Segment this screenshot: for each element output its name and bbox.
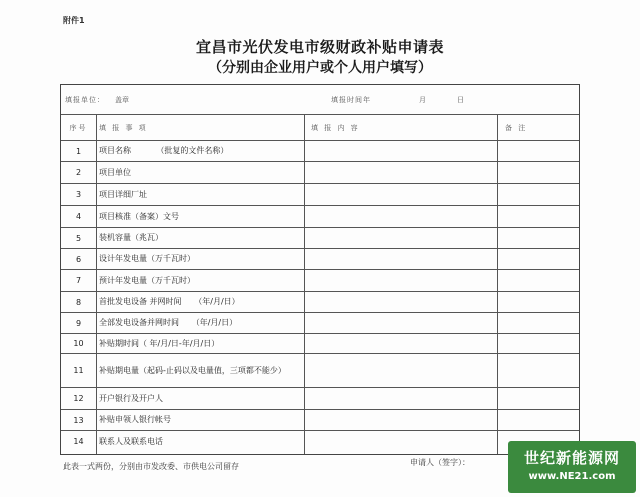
row-item-text: 设计年发电量（万千瓦时） xyxy=(99,254,195,263)
table-row xyxy=(61,228,579,249)
row-item-label xyxy=(99,410,304,430)
row-seq: 5 xyxy=(75,233,82,243)
row-seq: 13 xyxy=(73,415,84,425)
row-content-field[interactable] xyxy=(307,249,497,269)
row-remark-field[interactable] xyxy=(501,388,579,409)
table-row xyxy=(61,313,579,334)
table-row xyxy=(61,292,579,313)
row-content-field[interactable] xyxy=(307,292,497,312)
unit-stamp: 盖章 xyxy=(115,96,129,104)
row-item-label xyxy=(99,206,304,227)
column-header-content: 填 报 内 容 xyxy=(311,123,360,132)
footer-note: 此表一式两份，分别由市发改委、市供电公司留存 xyxy=(63,462,239,471)
row-seq: 11 xyxy=(73,366,84,375)
table-row xyxy=(61,141,579,162)
row-content-field[interactable] xyxy=(307,334,497,353)
table-row xyxy=(61,184,579,206)
day-label: 日 xyxy=(457,96,464,104)
application-form-table xyxy=(60,84,580,455)
column-header-seq: 序号 xyxy=(69,123,88,132)
row-seq: 10 xyxy=(73,339,84,348)
fill-time-label: 填报时间年 xyxy=(331,96,371,104)
row-remark-field[interactable] xyxy=(501,270,579,291)
table-row xyxy=(61,206,579,228)
form-title: 宜昌市光伏发电市级财政补贴申请表 xyxy=(195,38,444,56)
row-item-label xyxy=(99,184,304,205)
month-label: 月 xyxy=(419,96,426,104)
column-header-row xyxy=(61,115,579,141)
column-header-item: 填 报 事 项 xyxy=(99,123,148,132)
watermark-line1: 世纪新能源网 xyxy=(523,449,620,467)
row-seq: 7 xyxy=(75,276,82,285)
row-content-field[interactable] xyxy=(307,162,497,183)
row-seq: 14 xyxy=(73,437,84,446)
row-seq: 3 xyxy=(75,190,82,199)
row-item-text: 项目核准（备案）文号 xyxy=(99,211,179,221)
row-item-text: 补贴申领人银行帐号 xyxy=(99,415,171,424)
row-item-label xyxy=(99,388,304,409)
row-item-text: 项目名称 （批复的文件名称） xyxy=(99,146,229,155)
unit-label: 填报单位： xyxy=(65,96,105,104)
row-item-label xyxy=(99,354,304,387)
row-content-field[interactable] xyxy=(307,270,497,291)
row-item-text: 开户银行及开户人 xyxy=(99,393,163,403)
table-row xyxy=(61,431,579,452)
row-content-field[interactable] xyxy=(307,206,497,227)
row-item-label xyxy=(99,228,304,248)
watermark-logo xyxy=(508,441,636,493)
row-seq: 2 xyxy=(75,168,82,177)
row-content-field[interactable] xyxy=(307,228,497,248)
row-remark-field[interactable] xyxy=(501,162,579,183)
form-subtitle: （分别由企业用户或个人用户填写） xyxy=(208,60,432,76)
row-seq: 6 xyxy=(75,254,82,264)
row-item-text: 首批发电设备 并网时间 （年/月/日） xyxy=(99,297,240,306)
row-content-field[interactable] xyxy=(307,388,497,409)
row-remark-field[interactable] xyxy=(501,354,579,387)
row-item-text: 补贴期电量（起码-止码以及电量值，三项都不能少） xyxy=(99,365,286,375)
row-seq: 4 xyxy=(75,212,82,221)
row-item-label xyxy=(99,334,304,353)
row-remark-field[interactable] xyxy=(501,292,579,312)
row-item-label xyxy=(99,162,304,183)
row-item-text: 全部发电设备并网时间 （年/月/日） xyxy=(99,318,238,327)
column-header-remark: 备 注 xyxy=(505,123,528,132)
row-content-field[interactable] xyxy=(307,313,497,333)
row-content-field[interactable] xyxy=(307,141,497,161)
column-divider xyxy=(96,115,97,454)
table-row xyxy=(61,162,579,184)
attachment-label: 附件1 xyxy=(63,16,85,25)
row-item-text: 补贴期时间（ 年/月/日-年/月/日） xyxy=(99,338,220,348)
row-seq: 9 xyxy=(75,318,82,328)
row-seq: 12 xyxy=(73,394,84,403)
row-content-field[interactable] xyxy=(307,410,497,430)
header-info-row xyxy=(61,85,579,115)
row-item-label xyxy=(99,313,304,333)
row-item-text: 装机容量（兆瓦） xyxy=(99,233,163,242)
row-seq: 8 xyxy=(75,297,82,307)
row-item-text: 项目详细厂址 xyxy=(99,189,147,199)
row-content-field[interactable] xyxy=(307,184,497,205)
row-item-label xyxy=(99,431,304,452)
row-remark-field[interactable] xyxy=(501,184,579,205)
column-divider xyxy=(304,115,305,454)
column-divider xyxy=(497,115,498,454)
row-item-text: 项目单位 xyxy=(99,167,131,177)
table-row xyxy=(61,334,579,354)
row-remark-field[interactable] xyxy=(501,228,579,248)
row-content-field[interactable] xyxy=(307,431,497,452)
table-row xyxy=(61,410,579,431)
row-seq: 1 xyxy=(75,146,82,156)
row-remark-field[interactable] xyxy=(501,313,579,333)
row-item-text: 预计年发电量（万千瓦时） xyxy=(99,275,195,285)
table-row xyxy=(61,354,579,388)
row-content-field[interactable] xyxy=(307,354,497,387)
row-item-label xyxy=(99,141,304,161)
table-row xyxy=(61,270,579,292)
row-item-text: 联系人及联系电话 xyxy=(99,436,163,446)
row-item-label xyxy=(99,249,304,269)
applicant-signature-label: 申请人（签字）： xyxy=(410,458,470,467)
row-remark-field[interactable] xyxy=(501,410,579,430)
row-item-label xyxy=(99,292,304,312)
row-remark-field[interactable] xyxy=(501,334,579,353)
table-row xyxy=(61,249,579,270)
watermark-line2: www.NE21.com xyxy=(528,471,616,482)
row-remark-field[interactable] xyxy=(501,141,579,161)
row-item-label xyxy=(99,270,304,291)
row-remark-field[interactable] xyxy=(501,249,579,269)
row-remark-field[interactable] xyxy=(501,206,579,227)
table-row xyxy=(61,388,579,410)
